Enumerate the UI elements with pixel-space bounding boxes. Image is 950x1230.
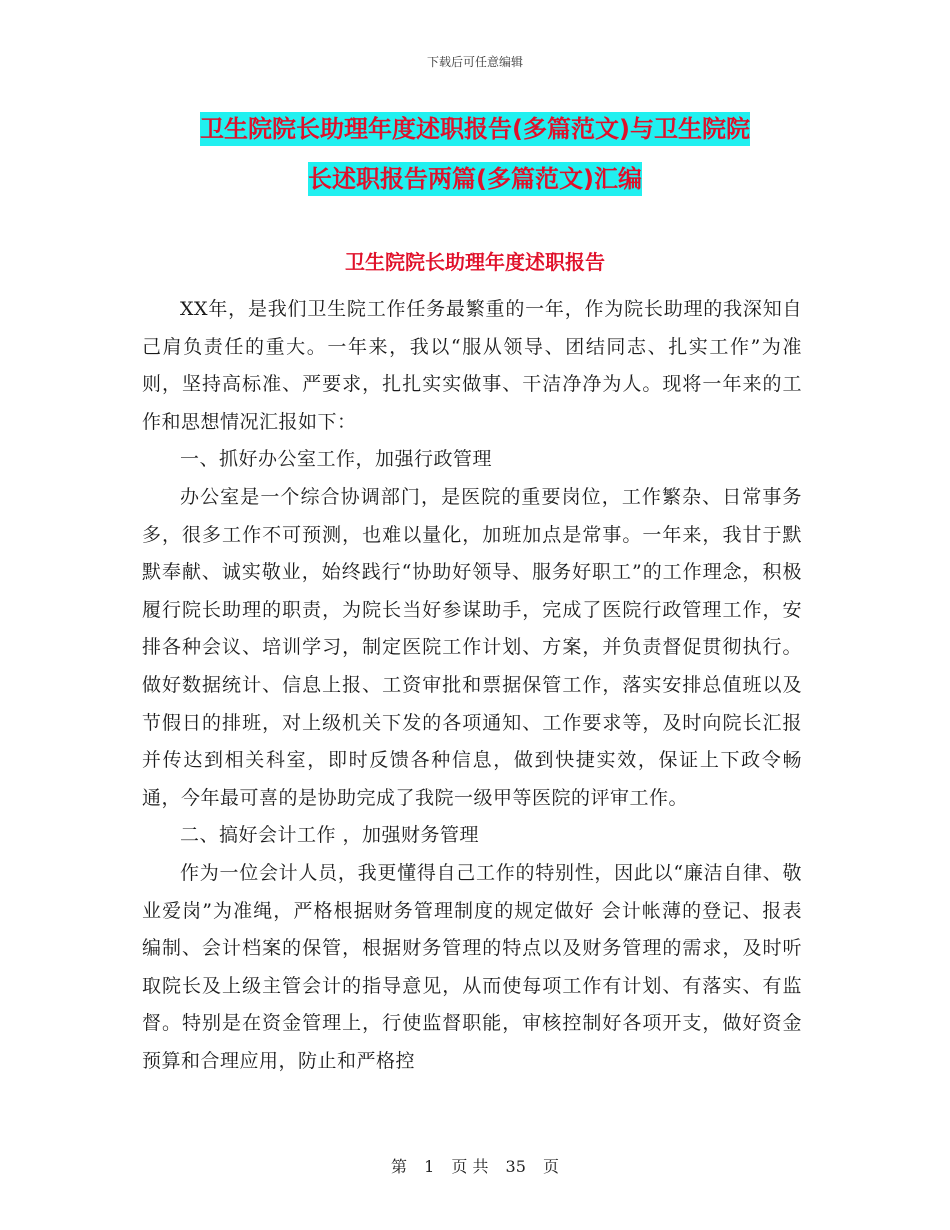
main-title-line-1: 卫生院院长助理年度述职报告(多篇范文)与卫生院院 <box>200 112 750 146</box>
paragraph-intro: XX年，是我们卫生院工作任务最繁重的一年，作为院长助理的我深知自己肩负责任的重大。一年来，我以“服从领导、团结同志、扎实工作”为准则，坚持高标准、严要求，扎扎实实做事、干洁净净为人。现将一年来的工作和思想情况汇报如下： <box>142 298 802 433</box>
page-footer <box>0 1154 950 1177</box>
page-number: 1 <box>424 1157 435 1176</box>
section-title: 卫生院院长助理年度述职报告 <box>345 250 605 274</box>
paragraph-accounting-work: 作为一位会计人员，我更懂得自己工作的特别性，因此以“廉洁自律、敬业爱岗”为准绳，严格根据财务管理制度的规定做好 会计帐薄的登记、报表编制、会计档案的保管，根据财务管理的特点以及财务管理的需求，及时听取院长及上级主管会计的指导意见，从而使每项工作有计划、有落实、有监督。特别是在资金管理上，行使监督职能，审核控制好各项开支，做好资金预算和合理应用，防止和严格控 <box>142 861 802 1072</box>
heading-office-work: 一、抓好办公室工作，加强行政管理 <box>180 448 493 471</box>
document-body <box>142 291 802 1080</box>
page-label-prefix: 第 <box>390 1157 407 1176</box>
heading-accounting-work: 二、搞好会计工作 ，加强财务管理 <box>180 824 480 847</box>
main-title-line-2: 长述职报告两篇(多篇范文)汇编 <box>308 162 642 196</box>
paragraph-office-work: 办公室是一个综合协调部门，是医院的重要岗位，工作繁杂、日常事务多，很多工作不可预测，也难以量化，加班加点是常事。一年来，我甘于默默奉献、诚实敬业，始终践行“协助好领导、服务好职工”的工作理念，积极履行院长助理的职责，为院长当好参谋助手，完成了医院行政管理工作，安排各种会议、培训学习，制定医院工作计划、方案，并负责督促贯彻执行。做好数据统计、信息上报、工资审批和票据保管工作，落实安排总值班以及节假日的排班，对上级机关下发的各项通知、工作要求等，及时向院长汇报并传达到相关科室，即时反馈各种信息，做到快捷实效，保证上下政令畅通，今年最可喜的是协助完成了我院一级甲等医院的评审工作。 <box>142 485 802 809</box>
page-label-mid: 页 共 <box>451 1157 489 1176</box>
total-pages: 35 <box>505 1157 526 1176</box>
document-main-title <box>140 104 810 204</box>
page-label-suffix: 页 <box>543 1157 560 1176</box>
header-note: 下载后可任意编辑 <box>426 55 523 69</box>
